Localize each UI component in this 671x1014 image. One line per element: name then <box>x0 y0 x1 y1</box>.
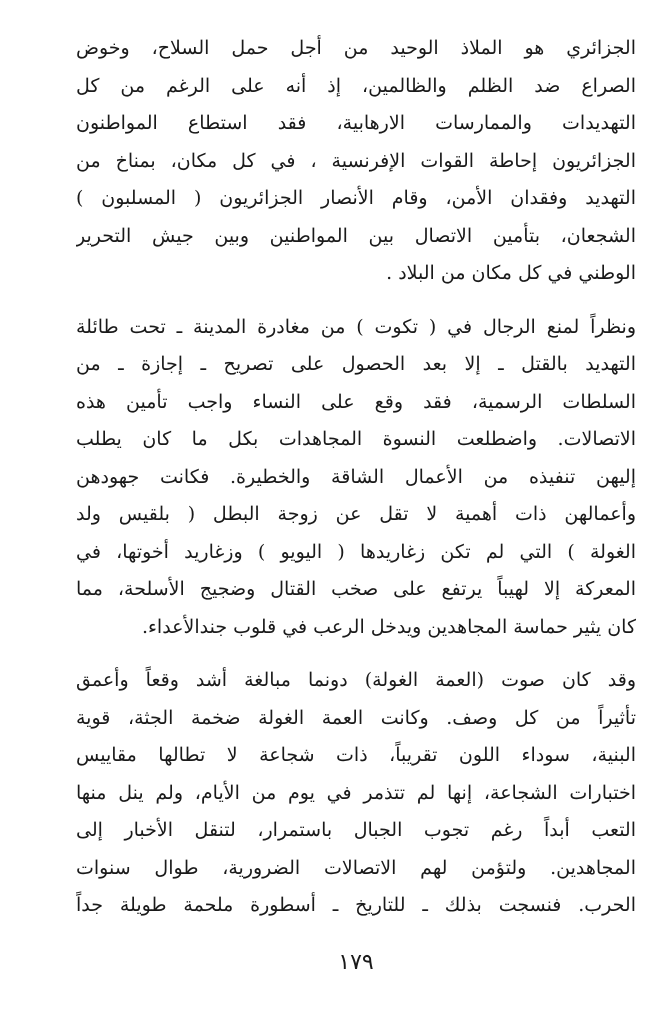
text-line: الوطني في كل مكان من البلاد . <box>386 262 636 284</box>
text-line: ونظراً لمنع الرجال في ( تكوت ) من مغادرة المدينة ـ تحت طائلة <box>76 315 636 338</box>
text-line: الشجعان، بتأمين الاتصال بين المواطنين وبين جيش التحرير <box>76 224 636 247</box>
text-line: الغولة ) التي لم تكن زغاريدها ( اليويو ) وزغاريد أخوتها، في <box>76 540 636 563</box>
text-line: الجزائري هو الملاذ الوحيد من أجل حمل السلاح، وخوض <box>76 37 636 59</box>
text-line: التهديد بالقتل ـ إلا بعد الحصول على تصريح ـ إجازة ـ من <box>76 353 636 375</box>
paragraph-2 <box>76 309 636 647</box>
book-page <box>76 30 636 990</box>
text-line: التهديدات والممارسات الارهابية، فقد استطاع المواطنون <box>76 112 636 134</box>
text-line: تأثيراً من كل وصف. وكانت العمة الغولة ضخمة الجثة، قوية <box>76 706 636 729</box>
text-line: الحرب. فنسجت بذلك ـ للتاريخ ـ أسطورة ملحمة طويلة جداً <box>76 894 636 916</box>
text-line: المجاهدين. ولتؤمن لهم الاتصالات الضرورية، طوال سنوات <box>76 856 636 879</box>
text-line: الاتصالات. واضطلعت النسوة المجاهدات بكل ما كان يطلب <box>76 428 636 450</box>
text-line: إليهن تنفيذه من الأعمال الشاقة والخطيرة. فكانت جهودهن <box>76 465 636 488</box>
paragraph-1 <box>76 30 636 293</box>
text-line: السلطات الرسمية، فقد وقع على النساء واجب تأمين هذه <box>76 390 636 413</box>
text-line: اختبارات الشجاعة، إنها لم تتذمر في يوم من الأيام، ولم ينل منها <box>76 781 636 804</box>
paragraph-3 <box>76 662 636 925</box>
paragraph-gap <box>76 646 636 662</box>
text-line: كان يثير حماسة المجاهدين ويدخل الرعب في قلوب جندالأعداء. <box>141 615 636 638</box>
text-line: التعب أبداً رغم تجوب الجبال باستمرار، لتنقل الأخبار إلى <box>76 819 636 841</box>
text-line: الصراع ضد الظلم والظالمين، إذ أنه على الرغم من كل <box>76 74 636 97</box>
paragraph-gap <box>76 293 636 309</box>
text-line: المعركة إلا لهيباً يرتفع على صخب القتال وضجيج الأسلحة، مما <box>76 578 636 600</box>
page-number: ١٧٩ <box>338 950 374 975</box>
text-line: وأعمالهن ذات أهمية لا تقل عن زوجة البطل ( بلقيس ولد <box>76 503 636 525</box>
text-line: وقد كان صوت (العمة الغولة) دونما مبالغة أشد وقعاً وأعمق <box>76 669 636 691</box>
text-line: البنية، سوداء اللون تقريباً، ذات شجاعة لا تطالها مقاييس <box>76 744 636 766</box>
text-line: التهديد وفقدان الأمن، وقام الأنصار الجزائريون ( المسلبون ) <box>76 187 636 209</box>
text-line: الجزائريون إحاطة القوات الإفرنسية ، في كل مكان، بمناخ من <box>76 149 636 172</box>
